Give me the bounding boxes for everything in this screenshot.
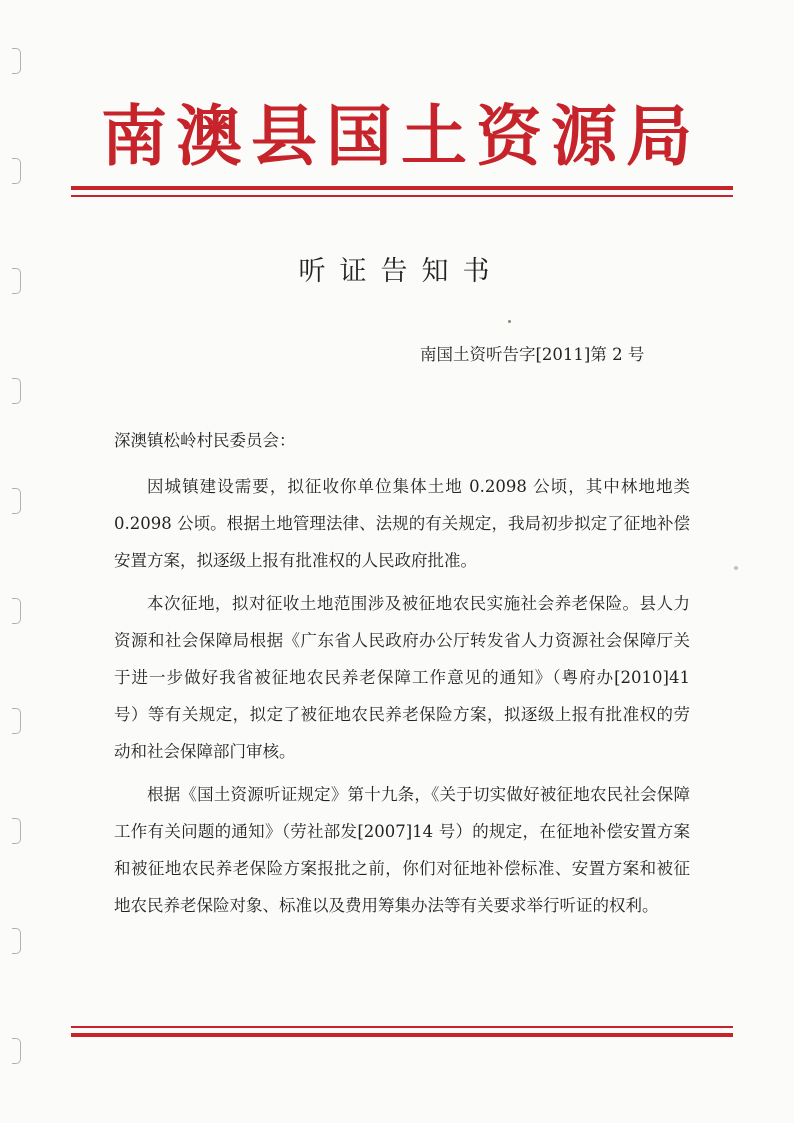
punch-hole	[12, 158, 21, 184]
punch-hole	[12, 48, 21, 74]
punch-hole	[12, 818, 21, 844]
document-number: 南国土资听告字[2011]第 2 号	[420, 345, 645, 364]
punch-hole	[12, 488, 21, 514]
body-text	[114, 468, 690, 930]
punch-hole	[12, 598, 21, 624]
punch-hole	[12, 1038, 21, 1064]
paragraph: 根据《国土资源听证规定》第十九条，《关于切实做好被征地农民社会保障工作有关问题的通知》（劳社部发[2007]14 号）的规定，在征地补偿安置方案和被征地农民养老保险方案报批之前，你们对征地补偿标准、安置方案和被征地农民养老保险对象、标准以及费用筹集办法等有关要求举行听证的权利。	[114, 785, 690, 915]
salutation: 深澳镇松岭村民委员会：	[114, 431, 296, 450]
footer-rule-thick	[71, 1033, 733, 1037]
letterhead-org-name: 南澳县国土资源局	[101, 97, 701, 175]
paper-speck	[734, 566, 738, 570]
letterhead-rule-thick	[71, 186, 733, 190]
punch-hole	[12, 928, 21, 954]
paper-speck	[508, 320, 511, 323]
document-title: 听证告知书	[298, 256, 504, 287]
punch-hole	[12, 378, 21, 404]
footer-rule-thin	[71, 1026, 733, 1028]
paragraph: 因城镇建设需要，拟征收你单位集体土地 0.2098 公顷，其中林地地类 0.2098 公顷。根据土地管理法律、法规的有关规定，我局初步拟定了征地补偿安置方案，拟逐级上报有批准权的人民政府批准。	[114, 477, 690, 570]
punch-hole	[12, 708, 21, 734]
paragraph: 本次征地，拟对征收土地范围涉及被征地农民实施社会养老保险。县人力资源和社会保障局根据《广东省人民政府办公厅转发省人力资源社会保障厅关于进一步做好我省被征地农民养老保障工作意见的通知》（粤府办[2010]41 号）等有关规定，拟定了被征地农民养老保险方案，拟逐级上报有批准权的劳动和社会保障部门审核。	[114, 594, 690, 761]
letterhead-rule-thin	[71, 195, 733, 197]
punch-hole	[12, 268, 21, 294]
